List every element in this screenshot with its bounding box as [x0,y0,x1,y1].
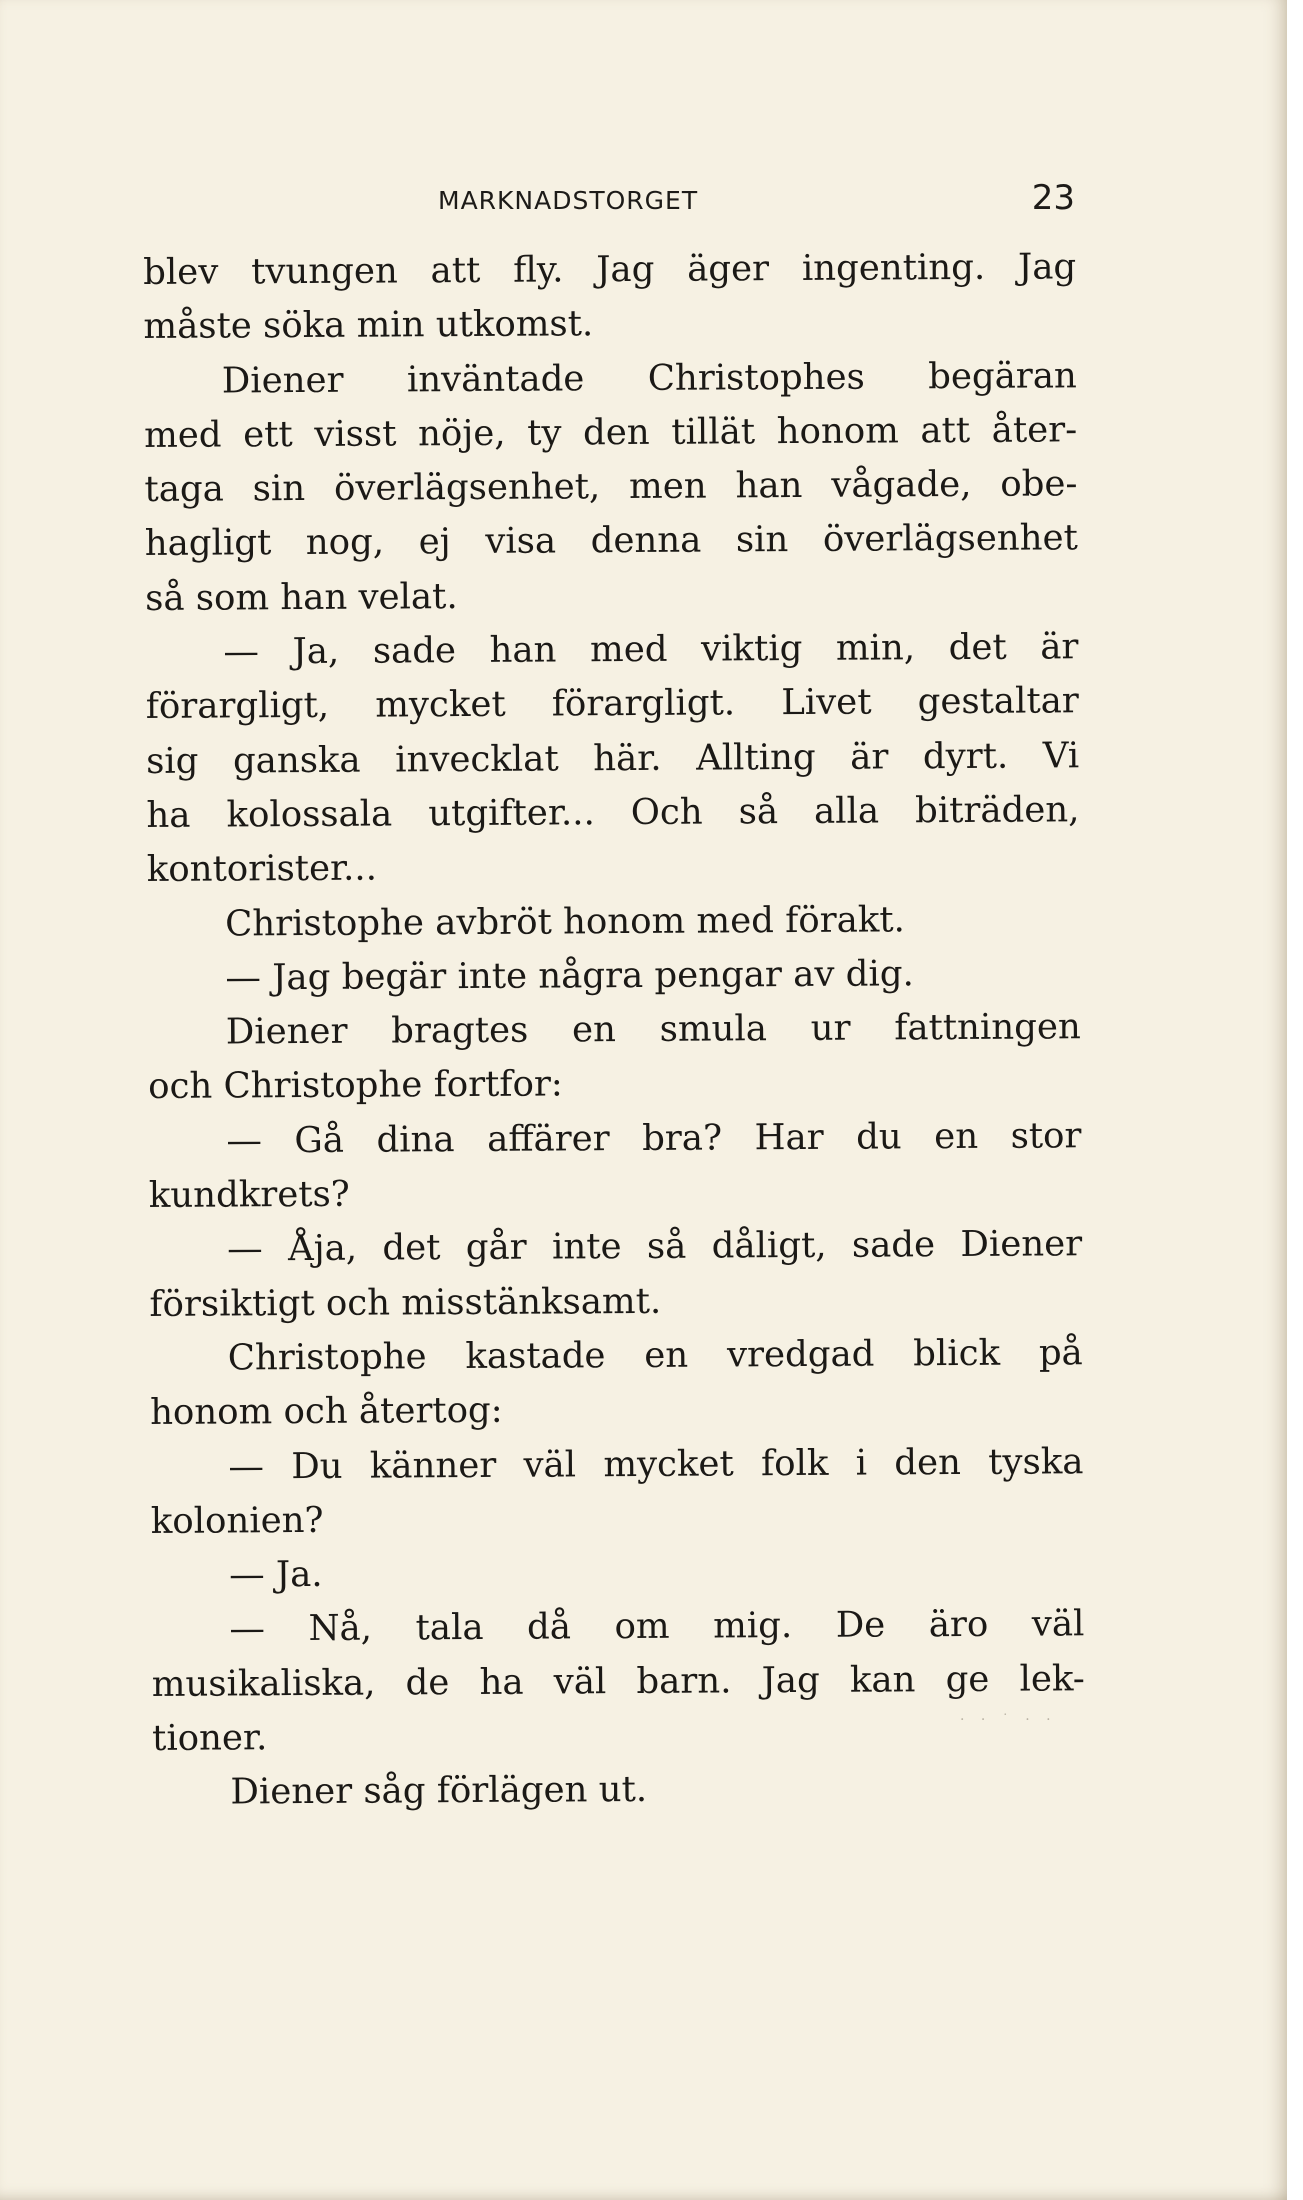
text-line: Diener såg förlägen ut. [230,1769,648,1813]
text-line: måste söka min utkomst. [143,303,594,348]
page-header [140,172,1075,232]
text-line: Diener bragtes en smula ur fattningen [225,1006,1081,1053]
text-line: kundkrets? [148,1173,350,1217]
text-line: — Gå dina affärer bra? Har du en stor [226,1115,1082,1162]
page-number: 23 [1031,178,1075,218]
text-line: sig ganska invecklat här. Allting är dyrt. Vi [146,734,1080,782]
page-edge [1287,0,1303,2200]
text-line: — Ja. [228,1554,323,1596]
text-line: — Nå, tala då om mig. De äro väl [229,1603,1085,1650]
text-line: musikaliska, de ha väl barn. Jag kan ge lek- [151,1657,1085,1705]
text-line: Diener inväntade Christophes begäran [221,354,1077,402]
text-line: kolonien? [150,1499,324,1542]
text-line: med ett visst nöje, ty den tillät honom att åter- [144,409,1078,456]
text-line: försiktigt och misstänksamt. [149,1280,662,1325]
text-line: så som han velat. [145,575,458,619]
text-line: — Jag begär inte några pengar av dig. [225,953,914,999]
text-line: — Ja, sade han med viktig min, det är [223,626,1079,673]
text-line: blev tvungen att fly. Jag äger ingenting. Jag [143,246,1077,293]
text-line: och Christophe fortfor: [148,1063,563,1108]
text-line: Christophe kastade en vredgad blick på [227,1332,1083,1379]
body-text [143,240,1086,1820]
text-line: — Du känner väl mycket folk i den tyska [228,1440,1084,1488]
text-line: tioner. [151,1717,268,1759]
text-line: — Åja, det går inte så dåligt, sade Diener [227,1223,1083,1270]
print-smudge: · · ˙ · · [960,1712,1057,1728]
text-line: honom och återtog: [150,1390,503,1434]
text-line: Christophe avbröt honom med förakt. [225,898,906,945]
text-line: taga sin överlägsenhet, men han vågade, obe- [144,463,1078,511]
text-line: hagligt nog, ej visa denna sin överlägsenhet [144,517,1078,565]
text-line: ha kolossala utgifter... Och så alla biträden, [146,789,1080,836]
running-head: MARKNADSTORGET [438,186,699,215]
text-line: förargligt, mycket förargligt. Livet gestaltar [145,680,1079,728]
text-line: kontorister... [146,847,378,891]
